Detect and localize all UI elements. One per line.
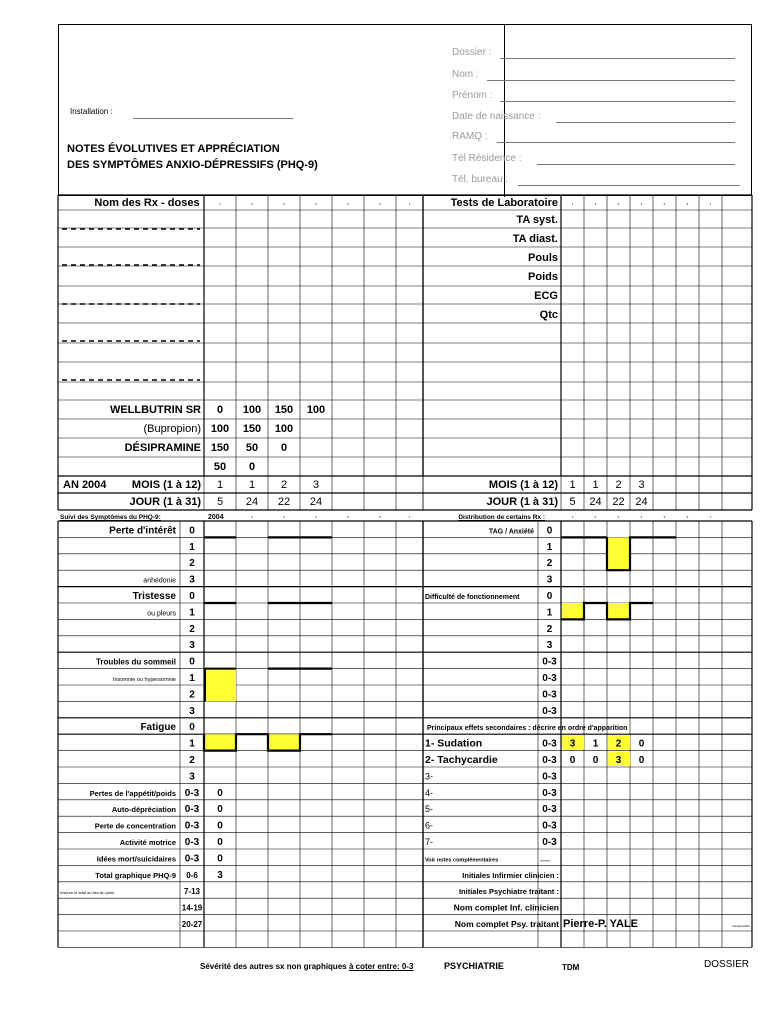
footer-severite	[200, 962, 413, 971]
highlight-difficulte	[562, 603, 584, 619]
rx-col-number: 3	[283, 202, 285, 206]
month-label: MOIS (1 à 12)	[131, 479, 201, 491]
day-value: 5	[216, 496, 224, 508]
distribution-range: 0-3	[542, 705, 557, 717]
rx-col-number: 6	[379, 202, 381, 206]
side-effect-value: 3	[615, 755, 622, 766]
side-effect-label: 1- Sudation	[425, 737, 483, 750]
score-level: 2	[189, 755, 195, 766]
other-symptom-label: Idées mort/suicidaires	[96, 854, 176, 864]
rx-dose: 150	[274, 404, 294, 416]
lab-item: Poids	[528, 271, 558, 283]
footer-severite-text: Sévérité des autres sx non graphiques	[200, 962, 347, 971]
other-symptom-label: Pertes de l'appétit/poids	[89, 788, 176, 798]
lab-col-number: 2	[594, 202, 597, 206]
side-effect-label: 2- Tachycardie	[425, 754, 498, 766]
rx-dose: 0	[280, 442, 288, 454]
lab-col-number: 5	[663, 202, 666, 206]
other-symptom-value: 0	[217, 853, 223, 865]
severity-range: 20-27	[181, 920, 203, 929]
field-tel-bureau[interactable]: Tél. bureau :	[452, 174, 509, 185]
side-effect-value: 0	[592, 755, 599, 766]
score-level: 3	[189, 771, 195, 783]
score-level: 2	[189, 623, 195, 635]
initiales-inf: Initiales Infirmier clinicien :	[462, 870, 559, 880]
side-effect-label: 3-	[425, 771, 434, 782]
day-label: JOUR (1 à 31)	[129, 496, 201, 508]
highlight-tag	[608, 537, 630, 570]
symptom-col-number: 4	[315, 515, 317, 519]
month-value: 1	[569, 479, 576, 491]
side-effect-label: 7-	[425, 837, 434, 847]
distribution-col-number: 7	[709, 515, 712, 519]
rx-dose: 50	[245, 442, 259, 454]
other-symptom-value: 0	[217, 820, 223, 832]
side-effect-range: 0-3	[542, 738, 557, 750]
score-level: 0	[189, 722, 195, 734]
score-level: 1	[189, 541, 195, 553]
side-effect-range: 0-3	[542, 787, 557, 799]
side-effects-header: Principaux effets secondaires : décrire en ordre d'apparition	[427, 725, 628, 733]
day-value: 24	[309, 496, 323, 508]
field-ramq[interactable]: RAMQ :	[452, 131, 488, 142]
day-value: 22	[277, 496, 291, 508]
score-level: 0	[189, 591, 195, 602]
day-value: 24	[589, 496, 602, 508]
other-symptom-label: Auto-dépréciation	[111, 805, 176, 815]
score-level: 3	[189, 574, 195, 586]
symptom-sublabel: Insomnie ou hypersomnie	[113, 677, 176, 683]
symptom-sublabel: anhédonie	[143, 577, 176, 585]
rx-dose: 0	[216, 404, 224, 416]
symptom-label: Fatigue	[140, 722, 176, 734]
lab-col-number: 4	[640, 202, 643, 206]
labs-header: Tests de Laboratoire	[450, 197, 558, 209]
installation-label: Installation :	[70, 107, 113, 116]
distribution-col-number: 6	[686, 515, 689, 519]
score-level: 1	[189, 673, 195, 684]
footer-dossier: DOSSIER	[704, 959, 750, 970]
footer-psychiatrie: PSYCHIATRIE	[444, 961, 504, 971]
distribution-score: 3	[546, 574, 553, 586]
footer-tdm: TDM	[562, 963, 580, 972]
day-value: 24	[245, 496, 259, 508]
other-symptom-value: 0	[217, 837, 223, 848]
rx-bupropion: (Bupropion)	[143, 423, 201, 435]
side-effect-value: 0	[638, 755, 645, 766]
distribution-score: 1	[546, 541, 553, 553]
distribution-col-number: 5	[663, 515, 666, 519]
distribution-range: 0-3	[542, 689, 557, 701]
highlight-fatigue	[205, 734, 236, 750]
month-value: 3	[638, 479, 645, 491]
side-effect-range: 0-3	[542, 837, 557, 848]
lab-col-number: 6	[686, 202, 689, 206]
symptom-label: Perte d'intérêt	[109, 525, 176, 537]
highlight-fatigue	[269, 734, 300, 750]
side-effect-range: 0-3	[542, 804, 557, 816]
year-label: AN 2004	[63, 479, 107, 491]
rx-header: Nom des Rx - doses	[94, 197, 200, 209]
day-label-right: JOUR (1 à 31)	[486, 496, 558, 508]
highlight-difficulte	[608, 603, 630, 619]
day-value: 24	[635, 496, 648, 508]
month-value: 2	[280, 479, 288, 491]
side-effect-label: 4-	[425, 787, 434, 798]
distribution-score: 2	[546, 558, 553, 570]
side-effect-range: 0-3	[542, 820, 557, 832]
field-prenom[interactable]: Prénom :	[452, 90, 493, 101]
total-range: 0-6	[186, 870, 198, 880]
other-symptom-range: 0-3	[184, 787, 200, 799]
distribution-score: 0	[546, 525, 553, 537]
symptom-col-number: 7	[408, 515, 411, 519]
rx-dose: 100	[274, 423, 294, 435]
rx-dose: 100	[210, 423, 230, 435]
rx-dose: 50	[213, 461, 227, 473]
day-value: 22	[612, 496, 625, 508]
rx-col-number: 1	[219, 202, 221, 206]
rx-col-number: 5	[347, 202, 349, 206]
highlight-sommeil	[205, 669, 236, 702]
other-symptom-range: 0-3	[184, 804, 200, 816]
total-label: Total graphique PHQ-9	[95, 870, 176, 880]
distribution-caption: Distribution de certains Rx :	[458, 514, 545, 521]
side-effect-label: 5-	[425, 804, 434, 815]
rx-dose: 150	[242, 423, 262, 435]
month-value: 1	[592, 479, 599, 491]
lab-col-number: 1	[571, 202, 574, 206]
distribution-range: 0-3	[542, 673, 557, 684]
distribution-range: 0-3	[542, 656, 557, 668]
lab-item: TA diast.	[512, 233, 558, 245]
distribution-score: 0	[546, 591, 553, 602]
rx-col-number: 4	[315, 202, 317, 206]
distribution-score: 3	[546, 640, 553, 652]
initiales-psy: Initiales Psychiatre traitant :	[458, 887, 559, 897]
voir-notes-small: numéro	[540, 858, 551, 863]
side-effect-value: 2	[615, 738, 622, 750]
distribution-tag-label: TAG / Anxiété	[488, 528, 534, 536]
form-title-line1: NOTES ÉVOLUTIVES ET APPRÉCIATION	[67, 143, 280, 155]
form-title-line2: DES SYMPTÔMES ANXIO-DÉPRESSIFS (PHQ-9)	[67, 159, 318, 171]
month-value: 2	[615, 479, 622, 491]
nom-psy: Nom complet Psy. traitant	[454, 919, 559, 929]
lab-item: Pouls	[528, 252, 558, 264]
severity-range: 7-13	[183, 887, 201, 897]
rx-dose: 100	[306, 404, 326, 416]
symptom-col-number: 3	[283, 515, 285, 519]
month-value: 1	[248, 479, 256, 491]
lab-item: ECG	[534, 290, 558, 302]
rx-col-number: 2	[251, 202, 253, 206]
other-symptom-label: Activité motrice	[119, 838, 176, 847]
lab-col-number: 7	[709, 202, 712, 206]
side-effect-label: 6-	[425, 820, 434, 831]
other-symptom-label: Perte de concentration	[94, 821, 176, 831]
rx-dose: 100	[242, 404, 262, 416]
severity-range: 14-19	[181, 903, 203, 913]
month-value: 1	[216, 479, 224, 491]
distribution-col-number: 4	[640, 515, 643, 519]
rx-col-number: 7	[408, 202, 411, 206]
field-nom[interactable]: Nom :	[452, 69, 479, 80]
nom-inf: Nom complet Inf. clinicien	[453, 902, 559, 913]
other-symptom-value: 0	[217, 804, 223, 816]
field-dossier[interactable]: Dossier :	[452, 47, 492, 58]
symptoms-caption: Suivi des Symptômes du PHQ-9:	[60, 514, 161, 521]
other-symptom-value: 0	[217, 787, 223, 799]
day-value: 5	[569, 496, 576, 508]
distribution-difficulte-label: Difficulté de fonctionnement	[425, 594, 520, 601]
symptoms-year: 2004	[208, 514, 224, 521]
symptom-col-number: 2	[251, 515, 253, 519]
symptom-col-number: 6	[379, 515, 381, 519]
symptom-label: Tristesse	[132, 591, 176, 602]
other-symptom-range: 0-3	[184, 837, 200, 848]
signature-tag: Responsable	[732, 924, 750, 928]
month-value: 3	[312, 479, 320, 491]
score-level: 1	[189, 607, 195, 619]
voir-notes: Voir notes complémentaires	[425, 857, 499, 864]
other-symptom-range: 0-3	[184, 853, 200, 865]
lab-item: Qtc	[539, 309, 558, 321]
lab-col-number: 3	[617, 202, 620, 206]
side-effect-range: 0-3	[542, 771, 557, 783]
score-level: 0	[189, 656, 195, 668]
side-effect-value: 0	[638, 738, 645, 750]
distribution-col-number: 3	[617, 515, 620, 519]
side-effect-value: 0	[569, 755, 576, 766]
footer-severite-range: à coter entre: 0-3	[348, 962, 414, 971]
side-effect-range: 0-3	[542, 755, 557, 766]
score-level: 1	[189, 738, 195, 750]
field-date-naissance[interactable]: Date de naissance :	[452, 111, 541, 122]
score-level: 2	[189, 558, 195, 570]
rx-dose: 0	[248, 461, 256, 473]
score-level: 3	[189, 705, 195, 717]
symptom-sublabel: ou pleurs	[147, 610, 176, 618]
total-note: Inscrire le total au lieu du point	[60, 890, 115, 896]
rx-dose: 150	[210, 442, 230, 454]
symptom-col-number: 5	[347, 515, 349, 519]
rx-desipramine: DÉSIPRAMINE	[124, 442, 201, 454]
field-tel-residence[interactable]: Tél Résidence :	[452, 153, 522, 164]
month-label-right: MOIS (1 à 12)	[488, 479, 558, 491]
total-value: 3	[217, 869, 223, 881]
symptom-label: Troubles du sommeil	[95, 657, 176, 667]
side-effect-value: 1	[592, 738, 599, 750]
score-level: 2	[189, 689, 195, 701]
distribution-score: 2	[546, 623, 553, 635]
lab-item: TA syst.	[516, 214, 558, 226]
rx-wellbutrin: WELLBUTRIN SR	[109, 404, 201, 416]
distribution-score: 1	[546, 607, 553, 619]
distribution-col-number: 2	[594, 515, 597, 519]
other-symptom-range: 0-3	[184, 820, 200, 832]
side-effect-value: 3	[569, 738, 576, 750]
distribution-col-number: 1	[571, 515, 574, 519]
score-level: 0	[189, 525, 195, 537]
score-level: 3	[189, 640, 195, 652]
psy-name: Pierre-P. YALE	[563, 918, 639, 930]
